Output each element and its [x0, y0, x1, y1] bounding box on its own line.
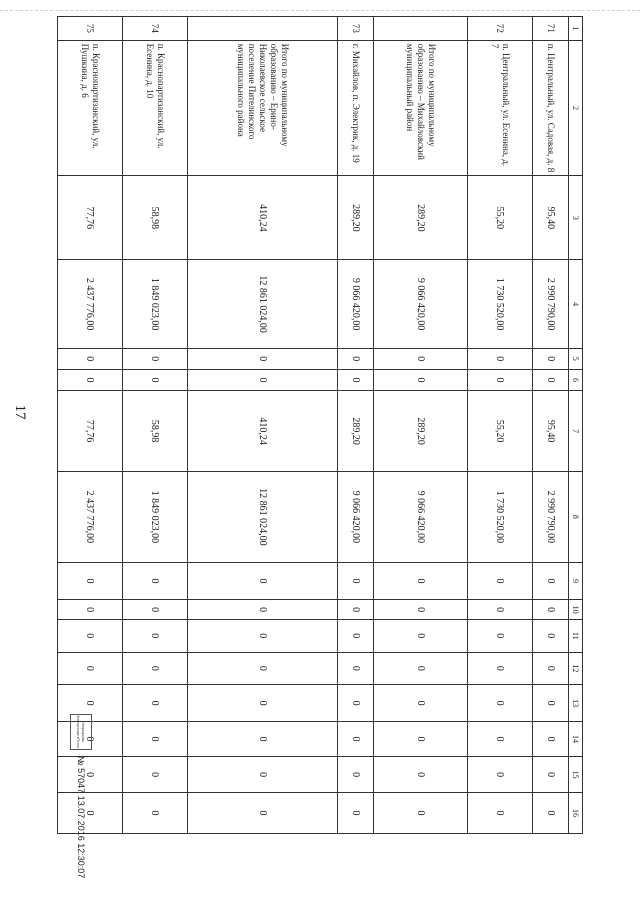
value-cell: 0 — [187, 369, 337, 390]
value-cell: 0 — [187, 793, 337, 834]
value-cell: 0 — [122, 757, 187, 793]
value-cell: 0 — [58, 348, 123, 369]
column-number-row — [569, 17, 583, 834]
value-cell: 12 861 024,00 — [187, 260, 337, 348]
value-cell: 0 — [338, 721, 374, 756]
row-number-cell: 74 — [122, 17, 187, 41]
value-cell: 1 849 023,00 — [122, 260, 187, 348]
consultant-logo — [70, 714, 92, 750]
value-cell: 289,20 — [338, 391, 374, 472]
value-cell: 1 730 520,00 — [467, 472, 532, 563]
value-cell: 9 066 420,00 — [374, 472, 467, 563]
row-number-cell: 75 — [58, 17, 123, 41]
value-cell: 0 — [467, 348, 532, 369]
table-row — [187, 17, 337, 834]
value-cell: 289,20 — [374, 391, 467, 472]
value-cell: 0 — [467, 369, 532, 390]
value-cell: 0 — [58, 793, 123, 834]
value-cell: 2 437 776,00 — [58, 260, 123, 348]
value-cell: 1 849 023,00 — [122, 472, 187, 563]
value-cell: 77,76 — [58, 176, 123, 260]
value-cell: 0 — [374, 685, 467, 722]
value-cell: 0 — [467, 721, 532, 756]
value-cell: 289,20 — [374, 176, 467, 260]
address-cell: п. Центральный, ул. Есенина, д. 7 — [467, 40, 532, 176]
value-cell: 9 066 420,00 — [374, 260, 467, 348]
value-cell: 0 — [532, 721, 568, 756]
value-cell: 0 — [58, 619, 123, 652]
column-number-cell: 7 — [569, 391, 583, 472]
value-cell: 410,24 — [187, 391, 337, 472]
value-cell: 0 — [338, 600, 374, 620]
housing-registry-table — [57, 16, 583, 834]
value-cell: 0 — [532, 369, 568, 390]
column-number-cell: 5 — [569, 348, 583, 369]
column-number-cell: 14 — [569, 721, 583, 756]
table-row — [338, 17, 374, 834]
value-cell: 0 — [187, 757, 337, 793]
value-cell: 0 — [187, 721, 337, 756]
value-cell: 0 — [122, 600, 187, 620]
value-cell: 0 — [338, 369, 374, 390]
column-number-cell: 10 — [569, 600, 583, 620]
column-number-cell: 13 — [569, 685, 583, 722]
value-cell: 0 — [58, 562, 123, 600]
value-cell: 0 — [374, 600, 467, 620]
address-cell: Итого по муниципальному образованию – Михайловский муниципальный район — [374, 40, 467, 176]
row-number-cell: 71 — [532, 17, 568, 41]
value-cell: 289,20 — [338, 176, 374, 260]
value-cell: 0 — [58, 721, 123, 756]
value-cell: 0 — [122, 652, 187, 685]
value-cell: 0 — [467, 685, 532, 722]
table-row — [532, 17, 568, 834]
row-number-cell — [187, 17, 337, 41]
row-number-cell — [374, 17, 467, 41]
logo-line-1: Инфорком — [81, 722, 86, 742]
column-number-cell: 16 — [569, 793, 583, 834]
value-cell: 9 066 420,00 — [338, 260, 374, 348]
column-number-cell: 6 — [569, 369, 583, 390]
value-cell: 55,20 — [467, 391, 532, 472]
value-cell: 58,98 — [122, 391, 187, 472]
value-cell: 0 — [374, 652, 467, 685]
value-cell: 0 — [532, 652, 568, 685]
value-cell: 0 — [374, 369, 467, 390]
value-cell: 0 — [187, 562, 337, 600]
value-cell: 0 — [338, 348, 374, 369]
value-cell: 0 — [58, 369, 123, 390]
column-number-cell: 12 — [569, 652, 583, 685]
value-cell: 58,98 — [122, 176, 187, 260]
value-cell: 0 — [338, 757, 374, 793]
value-cell: 55,20 — [467, 176, 532, 260]
value-cell: 0 — [374, 348, 467, 369]
value-cell: 0 — [58, 600, 123, 620]
value-cell: 410,24 — [187, 176, 337, 260]
value-cell: 0 — [122, 721, 187, 756]
value-cell: 95,40 — [532, 391, 568, 472]
value-cell: 0 — [532, 757, 568, 793]
value-cell: 0 — [532, 600, 568, 620]
value-cell: 0 — [532, 562, 568, 600]
value-cell: 95,40 — [532, 176, 568, 260]
document-stamp: № 57047 13.07.2016 12:30:07 — [76, 756, 86, 879]
value-cell: 0 — [467, 562, 532, 600]
row-number-cell: 72 — [467, 17, 532, 41]
value-cell: 0 — [187, 619, 337, 652]
value-cell: 0 — [122, 619, 187, 652]
column-number-cell: 11 — [569, 619, 583, 652]
value-cell: 0 — [467, 793, 532, 834]
value-cell: 0 — [532, 793, 568, 834]
value-cell: 0 — [122, 369, 187, 390]
value-cell: 0 — [187, 685, 337, 722]
value-cell: 2 990 790,00 — [532, 472, 568, 563]
value-cell: 0 — [374, 793, 467, 834]
column-number-cell: 15 — [569, 757, 583, 793]
value-cell: 0 — [122, 685, 187, 722]
value-cell: 0 — [338, 652, 374, 685]
value-cell: 0 — [58, 652, 123, 685]
table-row — [58, 17, 123, 834]
value-cell: 0 — [374, 721, 467, 756]
value-cell: 0 — [338, 562, 374, 600]
value-cell: 0 — [374, 619, 467, 652]
value-cell: 0 — [122, 562, 187, 600]
column-number-cell: 8 — [569, 472, 583, 563]
column-number-cell: 1 — [569, 17, 583, 41]
value-cell: 0 — [187, 600, 337, 620]
column-number-cell: 4 — [569, 260, 583, 348]
value-cell: 9 066 420,00 — [338, 472, 374, 563]
scan-top-edge — [0, 0, 640, 11]
value-cell: 0 — [338, 685, 374, 722]
value-cell: 0 — [467, 619, 532, 652]
value-cell: 12 861 024,00 — [187, 472, 337, 563]
value-cell: 0 — [58, 685, 123, 722]
value-cell: 0 — [532, 619, 568, 652]
value-cell: 0 — [122, 793, 187, 834]
value-cell: 0 — [532, 348, 568, 369]
value-cell: 0 — [338, 619, 374, 652]
value-cell: 0 — [467, 652, 532, 685]
address-cell: п. Краснопартизанский, ул. Пушкина, д. 6 — [58, 40, 123, 176]
value-cell: 0 — [374, 757, 467, 793]
address-cell: г. Михайлов, п. Электрик, д. 19 — [338, 40, 374, 176]
value-cell: 0 — [467, 757, 532, 793]
value-cell: 0 — [58, 757, 123, 793]
column-number-cell: 3 — [569, 176, 583, 260]
value-cell: 0 — [187, 348, 337, 369]
document-footer — [69, 714, 93, 894]
value-cell: 1 730 520,00 — [467, 260, 532, 348]
value-cell: 2 990 790,00 — [532, 260, 568, 348]
value-cell: 2 437 776,00 — [58, 472, 123, 563]
value-cell: 0 — [187, 652, 337, 685]
logo-line-2: КонсультантПлюс — [76, 715, 81, 749]
column-number-cell: 2 — [569, 40, 583, 176]
table-row — [467, 17, 532, 834]
rotated-page-content — [55, 14, 585, 904]
address-cell: п. Краснопартизанский, ул. Есенина, д. 10 — [122, 40, 187, 176]
value-cell: 0 — [467, 600, 532, 620]
column-number-cell: 9 — [569, 562, 583, 600]
table-row — [122, 17, 187, 834]
table-row — [374, 17, 467, 834]
value-cell: 0 — [374, 562, 467, 600]
value-cell: 0 — [338, 793, 374, 834]
address-cell: Итого по муниципальному образованию – Ерино-Николаевское сельское поселение Пителинского муниципального района — [187, 40, 337, 176]
value-cell: 0 — [122, 348, 187, 369]
value-cell: 77,76 — [58, 391, 123, 472]
value-cell: 0 — [532, 685, 568, 722]
address-cell: п. Центральный, ул. Садовая, д. 8 — [532, 40, 568, 176]
page-number: 17 — [12, 404, 28, 420]
row-number-cell: 73 — [338, 17, 374, 41]
